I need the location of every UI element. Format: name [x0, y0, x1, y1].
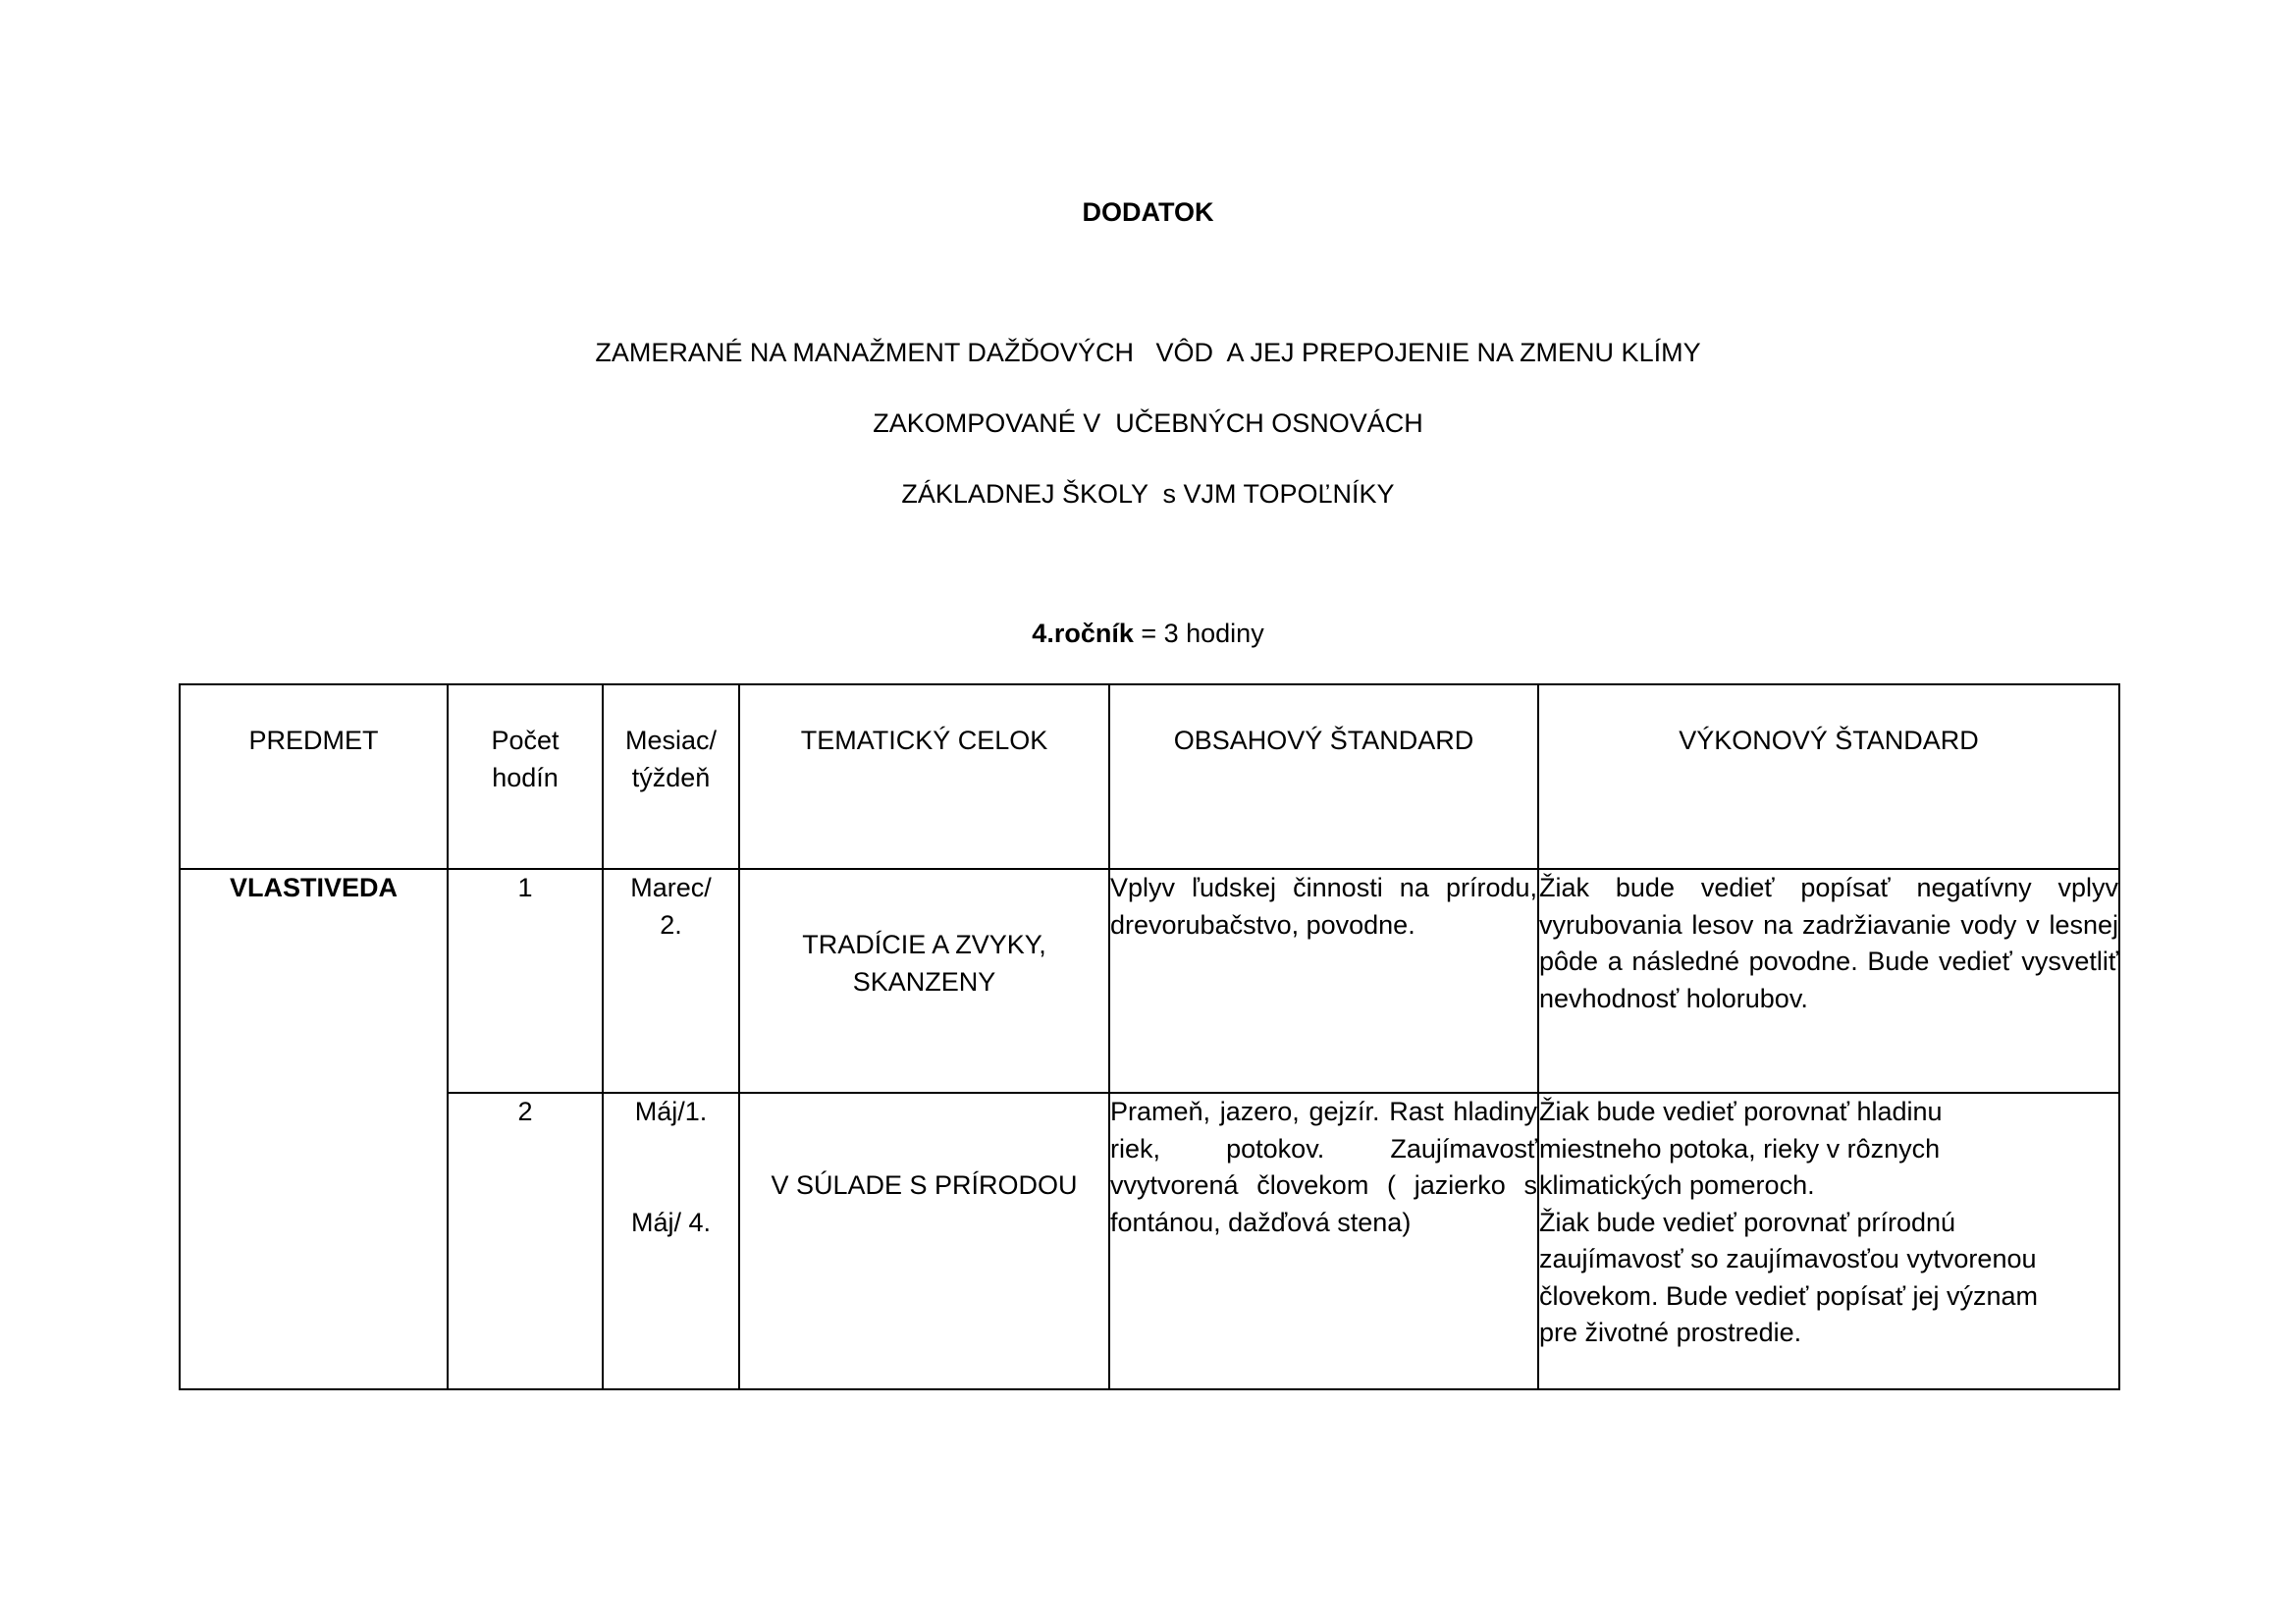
performance-line: Žiak bude vedieť porovnať hladinu — [1539, 1097, 1943, 1126]
theme-line1: V SÚLADE S PRÍRODOU — [771, 1170, 1078, 1200]
performance-standard-cell — [1538, 1093, 2119, 1389]
grade-hours: = 3 hodiny — [1133, 619, 1264, 648]
month-cell — [603, 869, 739, 1093]
month-cell — [603, 1093, 739, 1389]
month-line1: Marec/ — [630, 873, 712, 902]
month-line2: 2. — [660, 909, 682, 940]
theme-cell — [739, 1093, 1109, 1389]
month-spacer — [604, 1131, 738, 1205]
curriculum-table — [179, 683, 2120, 1390]
grade-label: 4.ročník — [1032, 619, 1134, 648]
header-obsahovy-standard: OBSAHOVÝ ŠTANDARD — [1109, 684, 1538, 869]
grade-line — [0, 619, 2296, 649]
theme-line2: SKANZENY — [852, 966, 996, 997]
subtitle-line-1: ZAMERANÉ NA MANAŽMENT DAŽĎOVÝCH VÔD A JEJ PREPOJENIE NA ZMENU KLÍMY — [595, 338, 1701, 367]
theme-line1: TRADÍCIE A ZVYKY, — [802, 930, 1046, 959]
hours-cell: 2 — [448, 1093, 603, 1389]
performance-line: miestneho potoka, rieky v rôznych — [1539, 1133, 1941, 1164]
table-header-row — [180, 684, 2119, 869]
month-line2: Máj/ 4. — [630, 1207, 712, 1237]
theme-cell — [739, 869, 1109, 1093]
performance-line: klimatických pomeroch. — [1539, 1170, 1815, 1200]
hours-cell: 1 — [448, 869, 603, 1093]
performance-standard-cell: Žiak bude vedieť popísať negatívny vplyv vyrubovania lesov na zadržiavanie vody v lesnej pôde a následné povodne. Bude vedieť vysvetliť nevhodnosť holorubov. — [1538, 869, 2119, 1093]
header-mesiac-line1: Mesiac/ — [624, 726, 718, 755]
month-line1: Máj/1. — [634, 1097, 708, 1126]
header-mesiac-line2: týždeň — [631, 762, 711, 792]
header-mesiac-tyzden — [603, 684, 739, 869]
subtitle-line-3: ZÁKLADNEJ ŠKOLY s VJM TOPOĽNÍKY — [901, 479, 1395, 509]
header-pocet-line2: hodín — [492, 762, 559, 792]
header-pocet-line1: Počet — [491, 726, 560, 755]
header-tematicky-celok: TEMATICKÝ CELOK — [739, 684, 1109, 869]
performance-line: pre životné prostredie. — [1539, 1318, 1802, 1347]
performance-line: zaujímavosť so zaujímavosťou vytvorenou — [1539, 1244, 2037, 1273]
document-title: DODATOK — [1082, 197, 1214, 227]
header-pocet-hodin — [448, 684, 603, 869]
content-standard-cell: Vplyv ľudskej činnosti na prírodu, drevorubačstvo, povodne. — [1109, 869, 1538, 1093]
subject-cell: VLASTIVEDA — [180, 869, 448, 1389]
table-row — [180, 869, 2119, 1093]
subtitle-line-2: ZAKOMPOVANÉ V UČEBNÝCH OSNOVÁCH — [873, 408, 1423, 438]
performance-line: človekom. Bude vedieť popísať jej význam — [1539, 1280, 2039, 1311]
header-predmet: PREDMET — [180, 684, 448, 869]
performance-line: Žiak bude vedieť porovnať prírodnú — [1539, 1207, 1956, 1237]
content-standard-cell: Prameň, jazero, gejzír. Rast hladiny riek, potokov. Zaujímavosť vvytvorená človekom ( jazierko s fontánou, dažďová stena) — [1109, 1093, 1538, 1389]
header-vykonovy-standard: VÝKONOVÝ ŠTANDARD — [1538, 684, 2119, 869]
table-row — [180, 1093, 2119, 1389]
